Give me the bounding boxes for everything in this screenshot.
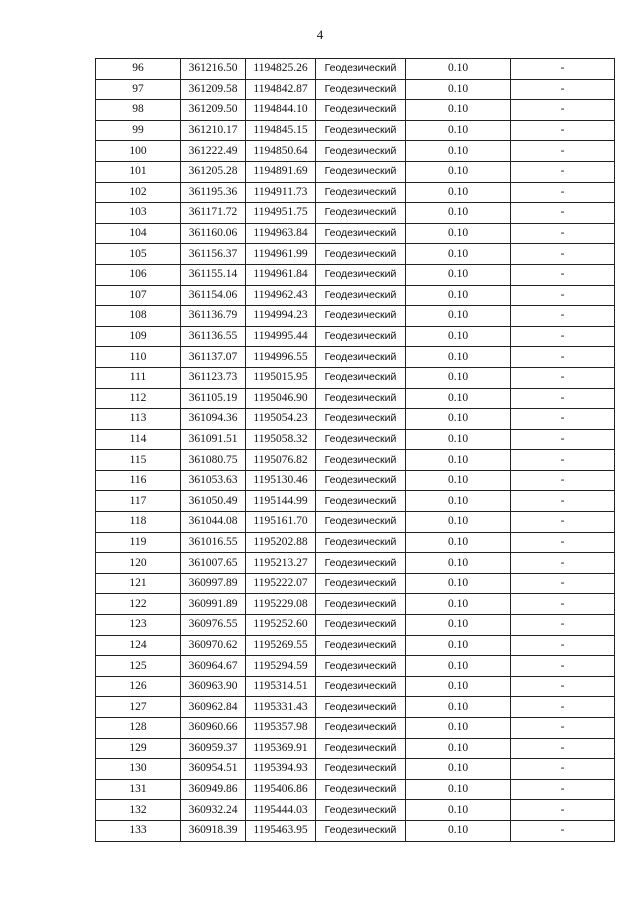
x-coordinate-cell: 361007.65 bbox=[181, 553, 246, 574]
description-cell: - bbox=[511, 470, 615, 491]
accuracy-cell: 0.10 bbox=[406, 615, 511, 636]
table-row bbox=[96, 347, 615, 368]
x-coordinate-cell: 361155.14 bbox=[181, 264, 246, 285]
x-coordinate-cell: 361053.63 bbox=[181, 470, 246, 491]
method-cell: Геодезический bbox=[316, 285, 406, 306]
point-number-cell: 109 bbox=[96, 326, 181, 347]
point-number-cell: 126 bbox=[96, 676, 181, 697]
y-coordinate-cell: 1194842.87 bbox=[246, 79, 316, 100]
accuracy-cell: 0.10 bbox=[406, 79, 511, 100]
point-number-cell: 115 bbox=[96, 450, 181, 471]
x-coordinate-cell: 361137.07 bbox=[181, 347, 246, 368]
point-number-cell: 132 bbox=[96, 800, 181, 821]
method-cell: Геодезический bbox=[316, 223, 406, 244]
table-row bbox=[96, 264, 615, 285]
table-row bbox=[96, 594, 615, 615]
point-number-cell: 131 bbox=[96, 779, 181, 800]
point-number-cell: 113 bbox=[96, 409, 181, 430]
table-row bbox=[96, 285, 615, 306]
method-cell: Геодезический bbox=[316, 779, 406, 800]
accuracy-cell: 0.10 bbox=[406, 759, 511, 780]
method-cell: Геодезический bbox=[316, 820, 406, 841]
method-cell: Геодезический bbox=[316, 244, 406, 265]
description-cell: - bbox=[511, 800, 615, 821]
x-coordinate-cell: 361210.17 bbox=[181, 120, 246, 141]
method-cell: Геодезический bbox=[316, 759, 406, 780]
method-cell: Геодезический bbox=[316, 635, 406, 656]
y-coordinate-cell: 1194996.55 bbox=[246, 347, 316, 368]
accuracy-cell: 0.10 bbox=[406, 367, 511, 388]
method-cell: Геодезический bbox=[316, 79, 406, 100]
point-number-cell: 124 bbox=[96, 635, 181, 656]
x-coordinate-cell: 360954.51 bbox=[181, 759, 246, 780]
table-row bbox=[96, 820, 615, 841]
method-cell: Геодезический bbox=[316, 573, 406, 594]
table-row bbox=[96, 532, 615, 553]
y-coordinate-cell: 1195369.91 bbox=[246, 738, 316, 759]
table-row bbox=[96, 120, 615, 141]
y-coordinate-cell: 1195357.98 bbox=[246, 718, 316, 739]
point-number-cell: 123 bbox=[96, 615, 181, 636]
description-cell: - bbox=[511, 697, 615, 718]
method-cell: Геодезический bbox=[316, 718, 406, 739]
point-number-cell: 106 bbox=[96, 264, 181, 285]
method-cell: Геодезический bbox=[316, 470, 406, 491]
method-cell: Геодезический bbox=[316, 800, 406, 821]
method-cell: Геодезический bbox=[316, 409, 406, 430]
description-cell: - bbox=[511, 573, 615, 594]
x-coordinate-cell: 361216.50 bbox=[181, 59, 246, 80]
method-cell: Геодезический bbox=[316, 656, 406, 677]
method-cell: Геодезический bbox=[316, 141, 406, 162]
y-coordinate-cell: 1194911.73 bbox=[246, 182, 316, 203]
table-row bbox=[96, 223, 615, 244]
accuracy-cell: 0.10 bbox=[406, 100, 511, 121]
y-coordinate-cell: 1194995.44 bbox=[246, 326, 316, 347]
accuracy-cell: 0.10 bbox=[406, 182, 511, 203]
method-cell: Геодезический bbox=[316, 203, 406, 224]
point-number-cell: 130 bbox=[96, 759, 181, 780]
table-row bbox=[96, 800, 615, 821]
point-number-cell: 99 bbox=[96, 120, 181, 141]
accuracy-cell: 0.10 bbox=[406, 470, 511, 491]
description-cell: - bbox=[511, 491, 615, 512]
description-cell: - bbox=[511, 512, 615, 533]
point-number-cell: 118 bbox=[96, 512, 181, 533]
description-cell: - bbox=[511, 388, 615, 409]
point-number-cell: 119 bbox=[96, 532, 181, 553]
accuracy-cell: 0.10 bbox=[406, 491, 511, 512]
x-coordinate-cell: 360962.84 bbox=[181, 697, 246, 718]
description-cell: - bbox=[511, 326, 615, 347]
description-cell: - bbox=[511, 718, 615, 739]
method-cell: Геодезический bbox=[316, 120, 406, 141]
description-cell: - bbox=[511, 656, 615, 677]
x-coordinate-cell: 360959.37 bbox=[181, 738, 246, 759]
point-number-cell: 112 bbox=[96, 388, 181, 409]
accuracy-cell: 0.10 bbox=[406, 697, 511, 718]
x-coordinate-cell: 361016.55 bbox=[181, 532, 246, 553]
accuracy-cell: 0.10 bbox=[406, 820, 511, 841]
method-cell: Геодезический bbox=[316, 594, 406, 615]
method-cell: Геодезический bbox=[316, 491, 406, 512]
table-row bbox=[96, 367, 615, 388]
point-number-cell: 133 bbox=[96, 820, 181, 841]
description-cell: - bbox=[511, 223, 615, 244]
table-row bbox=[96, 182, 615, 203]
description-cell: - bbox=[511, 244, 615, 265]
y-coordinate-cell: 1195331.43 bbox=[246, 697, 316, 718]
method-cell: Геодезический bbox=[316, 264, 406, 285]
table-row bbox=[96, 203, 615, 224]
method-cell: Геодезический bbox=[316, 676, 406, 697]
x-coordinate-cell: 361123.73 bbox=[181, 367, 246, 388]
description-cell: - bbox=[511, 450, 615, 471]
accuracy-cell: 0.10 bbox=[406, 306, 511, 327]
x-coordinate-cell: 361209.58 bbox=[181, 79, 246, 100]
description-cell: - bbox=[511, 409, 615, 430]
y-coordinate-cell: 1195269.55 bbox=[246, 635, 316, 656]
point-number-cell: 114 bbox=[96, 429, 181, 450]
x-coordinate-cell: 361091.51 bbox=[181, 429, 246, 450]
point-number-cell: 96 bbox=[96, 59, 181, 80]
point-number-cell: 102 bbox=[96, 182, 181, 203]
table-row bbox=[96, 388, 615, 409]
x-coordinate-cell: 360991.89 bbox=[181, 594, 246, 615]
method-cell: Геодезический bbox=[316, 532, 406, 553]
accuracy-cell: 0.10 bbox=[406, 347, 511, 368]
method-cell: Геодезический bbox=[316, 615, 406, 636]
description-cell: - bbox=[511, 203, 615, 224]
description-cell: - bbox=[511, 120, 615, 141]
point-number-cell: 100 bbox=[96, 141, 181, 162]
y-coordinate-cell: 1195144.99 bbox=[246, 491, 316, 512]
y-coordinate-cell: 1195202.88 bbox=[246, 532, 316, 553]
table-row bbox=[96, 100, 615, 121]
x-coordinate-cell: 360964.67 bbox=[181, 656, 246, 677]
point-number-cell: 121 bbox=[96, 573, 181, 594]
point-number-cell: 101 bbox=[96, 161, 181, 182]
table-row bbox=[96, 676, 615, 697]
description-cell: - bbox=[511, 347, 615, 368]
y-coordinate-cell: 1195046.90 bbox=[246, 388, 316, 409]
y-coordinate-cell: 1195406.86 bbox=[246, 779, 316, 800]
method-cell: Геодезический bbox=[316, 326, 406, 347]
method-cell: Геодезический bbox=[316, 306, 406, 327]
x-coordinate-cell: 361154.06 bbox=[181, 285, 246, 306]
table-row bbox=[96, 161, 615, 182]
y-coordinate-cell: 1195161.70 bbox=[246, 512, 316, 533]
method-cell: Геодезический bbox=[316, 450, 406, 471]
y-coordinate-cell: 1195015.95 bbox=[246, 367, 316, 388]
method-cell: Геодезический bbox=[316, 553, 406, 574]
y-coordinate-cell: 1194891.69 bbox=[246, 161, 316, 182]
table-row bbox=[96, 79, 615, 100]
y-coordinate-cell: 1194825.26 bbox=[246, 59, 316, 80]
accuracy-cell: 0.10 bbox=[406, 120, 511, 141]
point-number-cell: 104 bbox=[96, 223, 181, 244]
accuracy-cell: 0.10 bbox=[406, 203, 511, 224]
table-row bbox=[96, 635, 615, 656]
method-cell: Геодезический bbox=[316, 512, 406, 533]
y-coordinate-cell: 1194961.99 bbox=[246, 244, 316, 265]
point-number-cell: 110 bbox=[96, 347, 181, 368]
x-coordinate-cell: 361195.36 bbox=[181, 182, 246, 203]
point-number-cell: 122 bbox=[96, 594, 181, 615]
point-number-cell: 120 bbox=[96, 553, 181, 574]
accuracy-cell: 0.10 bbox=[406, 264, 511, 285]
table-row bbox=[96, 512, 615, 533]
x-coordinate-cell: 361080.75 bbox=[181, 450, 246, 471]
accuracy-cell: 0.10 bbox=[406, 718, 511, 739]
accuracy-cell: 0.10 bbox=[406, 738, 511, 759]
accuracy-cell: 0.10 bbox=[406, 594, 511, 615]
x-coordinate-cell: 361205.28 bbox=[181, 161, 246, 182]
y-coordinate-cell: 1195130.46 bbox=[246, 470, 316, 491]
table-row bbox=[96, 553, 615, 574]
y-coordinate-cell: 1195252.60 bbox=[246, 615, 316, 636]
table-row bbox=[96, 306, 615, 327]
x-coordinate-cell: 361222.49 bbox=[181, 141, 246, 162]
method-cell: Геодезический bbox=[316, 182, 406, 203]
method-cell: Геодезический bbox=[316, 738, 406, 759]
y-coordinate-cell: 1195294.59 bbox=[246, 656, 316, 677]
x-coordinate-cell: 360970.62 bbox=[181, 635, 246, 656]
accuracy-cell: 0.10 bbox=[406, 223, 511, 244]
accuracy-cell: 0.10 bbox=[406, 409, 511, 430]
accuracy-cell: 0.10 bbox=[406, 779, 511, 800]
accuracy-cell: 0.10 bbox=[406, 141, 511, 162]
table-row bbox=[96, 326, 615, 347]
x-coordinate-cell: 360932.24 bbox=[181, 800, 246, 821]
accuracy-cell: 0.10 bbox=[406, 429, 511, 450]
method-cell: Геодезический bbox=[316, 161, 406, 182]
table-row bbox=[96, 59, 615, 80]
table-row bbox=[96, 244, 615, 265]
method-cell: Геодезический bbox=[316, 388, 406, 409]
accuracy-cell: 0.10 bbox=[406, 800, 511, 821]
accuracy-cell: 0.10 bbox=[406, 676, 511, 697]
description-cell: - bbox=[511, 285, 615, 306]
description-cell: - bbox=[511, 306, 615, 327]
y-coordinate-cell: 1195213.27 bbox=[246, 553, 316, 574]
x-coordinate-cell: 361050.49 bbox=[181, 491, 246, 512]
accuracy-cell: 0.10 bbox=[406, 635, 511, 656]
point-number-cell: 128 bbox=[96, 718, 181, 739]
description-cell: - bbox=[511, 367, 615, 388]
table-row bbox=[96, 738, 615, 759]
table-row bbox=[96, 409, 615, 430]
table-row bbox=[96, 141, 615, 162]
point-number-cell: 97 bbox=[96, 79, 181, 100]
x-coordinate-cell: 361171.72 bbox=[181, 203, 246, 224]
y-coordinate-cell: 1194994.23 bbox=[246, 306, 316, 327]
x-coordinate-cell: 361136.55 bbox=[181, 326, 246, 347]
accuracy-cell: 0.10 bbox=[406, 450, 511, 471]
x-coordinate-cell: 360976.55 bbox=[181, 615, 246, 636]
y-coordinate-cell: 1194951.75 bbox=[246, 203, 316, 224]
accuracy-cell: 0.10 bbox=[406, 532, 511, 553]
method-cell: Геодезический bbox=[316, 429, 406, 450]
accuracy-cell: 0.10 bbox=[406, 573, 511, 594]
y-coordinate-cell: 1195314.51 bbox=[246, 676, 316, 697]
x-coordinate-cell: 360960.66 bbox=[181, 718, 246, 739]
table-row bbox=[96, 615, 615, 636]
point-number-cell: 105 bbox=[96, 244, 181, 265]
x-coordinate-cell: 361156.37 bbox=[181, 244, 246, 265]
description-cell: - bbox=[511, 594, 615, 615]
table-row bbox=[96, 779, 615, 800]
table-row bbox=[96, 718, 615, 739]
x-coordinate-cell: 361094.36 bbox=[181, 409, 246, 430]
y-coordinate-cell: 1195076.82 bbox=[246, 450, 316, 471]
description-cell: - bbox=[511, 532, 615, 553]
y-coordinate-cell: 1195054.23 bbox=[246, 409, 316, 430]
table-row bbox=[96, 697, 615, 718]
accuracy-cell: 0.10 bbox=[406, 388, 511, 409]
description-cell: - bbox=[511, 141, 615, 162]
point-number-cell: 107 bbox=[96, 285, 181, 306]
y-coordinate-cell: 1195222.07 bbox=[246, 573, 316, 594]
point-number-cell: 125 bbox=[96, 656, 181, 677]
description-cell: - bbox=[511, 820, 615, 841]
y-coordinate-cell: 1194963.84 bbox=[246, 223, 316, 244]
description-cell: - bbox=[511, 779, 615, 800]
description-cell: - bbox=[511, 615, 615, 636]
table-row bbox=[96, 573, 615, 594]
accuracy-cell: 0.10 bbox=[406, 656, 511, 677]
description-cell: - bbox=[511, 738, 615, 759]
accuracy-cell: 0.10 bbox=[406, 326, 511, 347]
description-cell: - bbox=[511, 264, 615, 285]
description-cell: - bbox=[511, 182, 615, 203]
point-number-cell: 116 bbox=[96, 470, 181, 491]
description-cell: - bbox=[511, 429, 615, 450]
y-coordinate-cell: 1195444.03 bbox=[246, 800, 316, 821]
description-cell: - bbox=[511, 79, 615, 100]
x-coordinate-cell: 361209.50 bbox=[181, 100, 246, 121]
point-number-cell: 103 bbox=[96, 203, 181, 224]
description-cell: - bbox=[511, 59, 615, 80]
method-cell: Геодезический bbox=[316, 347, 406, 368]
x-coordinate-cell: 361136.79 bbox=[181, 306, 246, 327]
x-coordinate-cell: 360949.86 bbox=[181, 779, 246, 800]
description-cell: - bbox=[511, 100, 615, 121]
page-number: 4 bbox=[316, 27, 324, 42]
table-row bbox=[96, 470, 615, 491]
accuracy-cell: 0.10 bbox=[406, 244, 511, 265]
x-coordinate-cell: 361160.06 bbox=[181, 223, 246, 244]
method-cell: Геодезический bbox=[316, 697, 406, 718]
accuracy-cell: 0.10 bbox=[406, 59, 511, 80]
x-coordinate-cell: 360997.89 bbox=[181, 573, 246, 594]
x-coordinate-cell: 360918.39 bbox=[181, 820, 246, 841]
accuracy-cell: 0.10 bbox=[406, 512, 511, 533]
table-row bbox=[96, 429, 615, 450]
description-cell: - bbox=[511, 161, 615, 182]
coordinates-table bbox=[95, 58, 615, 842]
table-row bbox=[96, 759, 615, 780]
method-cell: Геодезический bbox=[316, 59, 406, 80]
y-coordinate-cell: 1195058.32 bbox=[246, 429, 316, 450]
y-coordinate-cell: 1195229.08 bbox=[246, 594, 316, 615]
y-coordinate-cell: 1195394.93 bbox=[246, 759, 316, 780]
coordinates-table-body bbox=[96, 59, 615, 842]
point-number-cell: 129 bbox=[96, 738, 181, 759]
table-row bbox=[96, 450, 615, 471]
point-number-cell: 117 bbox=[96, 491, 181, 512]
table-row bbox=[96, 491, 615, 512]
y-coordinate-cell: 1195463.95 bbox=[246, 820, 316, 841]
point-number-cell: 127 bbox=[96, 697, 181, 718]
point-number-cell: 108 bbox=[96, 306, 181, 327]
accuracy-cell: 0.10 bbox=[406, 161, 511, 182]
description-cell: - bbox=[511, 635, 615, 656]
x-coordinate-cell: 361044.08 bbox=[181, 512, 246, 533]
y-coordinate-cell: 1194845.15 bbox=[246, 120, 316, 141]
x-coordinate-cell: 360963.90 bbox=[181, 676, 246, 697]
description-cell: - bbox=[511, 676, 615, 697]
y-coordinate-cell: 1194850.64 bbox=[246, 141, 316, 162]
y-coordinate-cell: 1194844.10 bbox=[246, 100, 316, 121]
y-coordinate-cell: 1194961.84 bbox=[246, 264, 316, 285]
accuracy-cell: 0.10 bbox=[406, 285, 511, 306]
point-number-cell: 111 bbox=[96, 367, 181, 388]
description-cell: - bbox=[511, 553, 615, 574]
description-cell: - bbox=[511, 759, 615, 780]
method-cell: Геодезический bbox=[316, 367, 406, 388]
method-cell: Геодезический bbox=[316, 100, 406, 121]
x-coordinate-cell: 361105.19 bbox=[181, 388, 246, 409]
table-row bbox=[96, 656, 615, 677]
point-number-cell: 98 bbox=[96, 100, 181, 121]
accuracy-cell: 0.10 bbox=[406, 553, 511, 574]
y-coordinate-cell: 1194962.43 bbox=[246, 285, 316, 306]
